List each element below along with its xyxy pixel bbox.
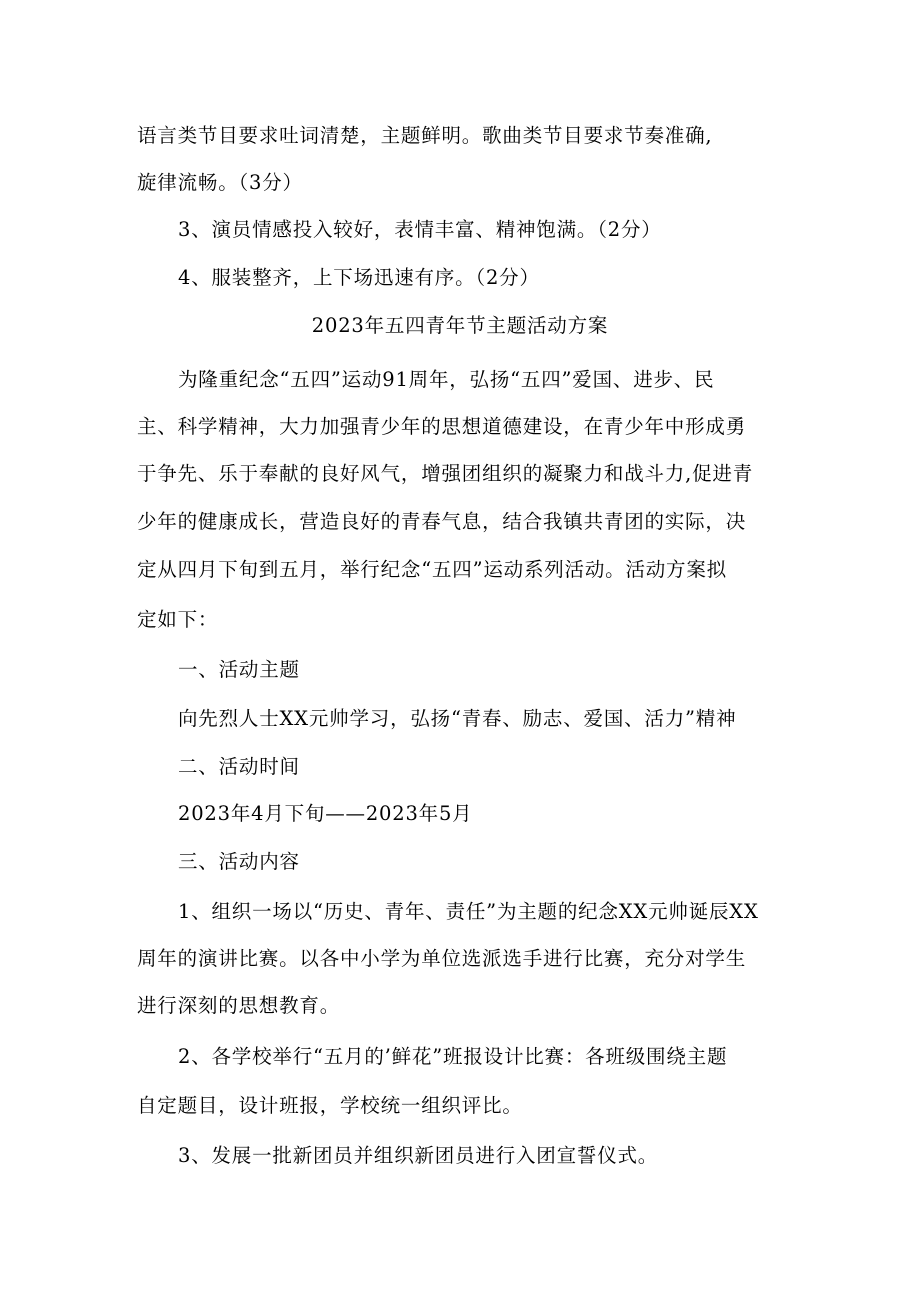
text-line: 语言类节目要求吐词清楚，主题鲜明。歌曲类节目要求节奏准确, <box>137 124 713 147</box>
text-line: 旋律流畅。（3分） <box>137 171 303 194</box>
text-line: 进行深刻的思想教育。 <box>137 994 341 1017</box>
section-title: 2023年五四青年节主题活动方案 <box>311 314 609 337</box>
text-line: 少年的健康成长，营造良好的青春气息，结合我镇共青团的实际，决 <box>137 510 747 533</box>
text-line: 自定题目，设计班报，学校统一组织评比。 <box>137 1094 523 1117</box>
text-line: 为隆重纪念“五四”运动91周年，弘扬“五四”爱国、进步、民 <box>178 368 715 391</box>
section-heading: 三、活动内容 <box>178 850 300 873</box>
text-line: 3、发展一批新团员并组织新团员进行入团宣誓仪式。 <box>178 1144 659 1167</box>
text-line: 主、科学精神，大力加强青少年的思想道德建设，在青少年中形成勇 <box>137 415 747 438</box>
text-line: 于争先、乐于奉献的良好风气，增强团组织的凝聚力和战斗力,促进青 <box>137 462 753 485</box>
text-line: 1、组织一场以“历史、青年、责任”为主题的纪念XX元帅诞辰XX <box>178 900 759 923</box>
text-line: 2023年4月下旬——2023年5月 <box>178 802 473 825</box>
text-line: 3、演员情感投入较好，表情丰富、精神饱满。（2分） <box>178 218 662 241</box>
text-line: 定从四月下旬到五月，举行纪念“五四”运动系列活动。活动方案拟 <box>137 558 727 581</box>
text-line: 周年的演讲比赛。以各中小学为单位选派选手进行比赛，充分对学生 <box>137 947 747 970</box>
text-line: 4、服装整齐，上下场迅速有序。（2分） <box>178 266 540 289</box>
text-line: 定如下： <box>137 608 219 631</box>
section-heading: 一、活动主题 <box>178 658 300 681</box>
text-line: 2、各学校举行“五月的’鲜花”班报设计比赛：各班级围绕主题 <box>178 1045 728 1068</box>
section-heading: 二、活动时间 <box>178 755 300 778</box>
text-line: 向先烈人士XX元帅学习，弘扬“青春、励志、爱国、活力”精神 <box>178 707 737 730</box>
